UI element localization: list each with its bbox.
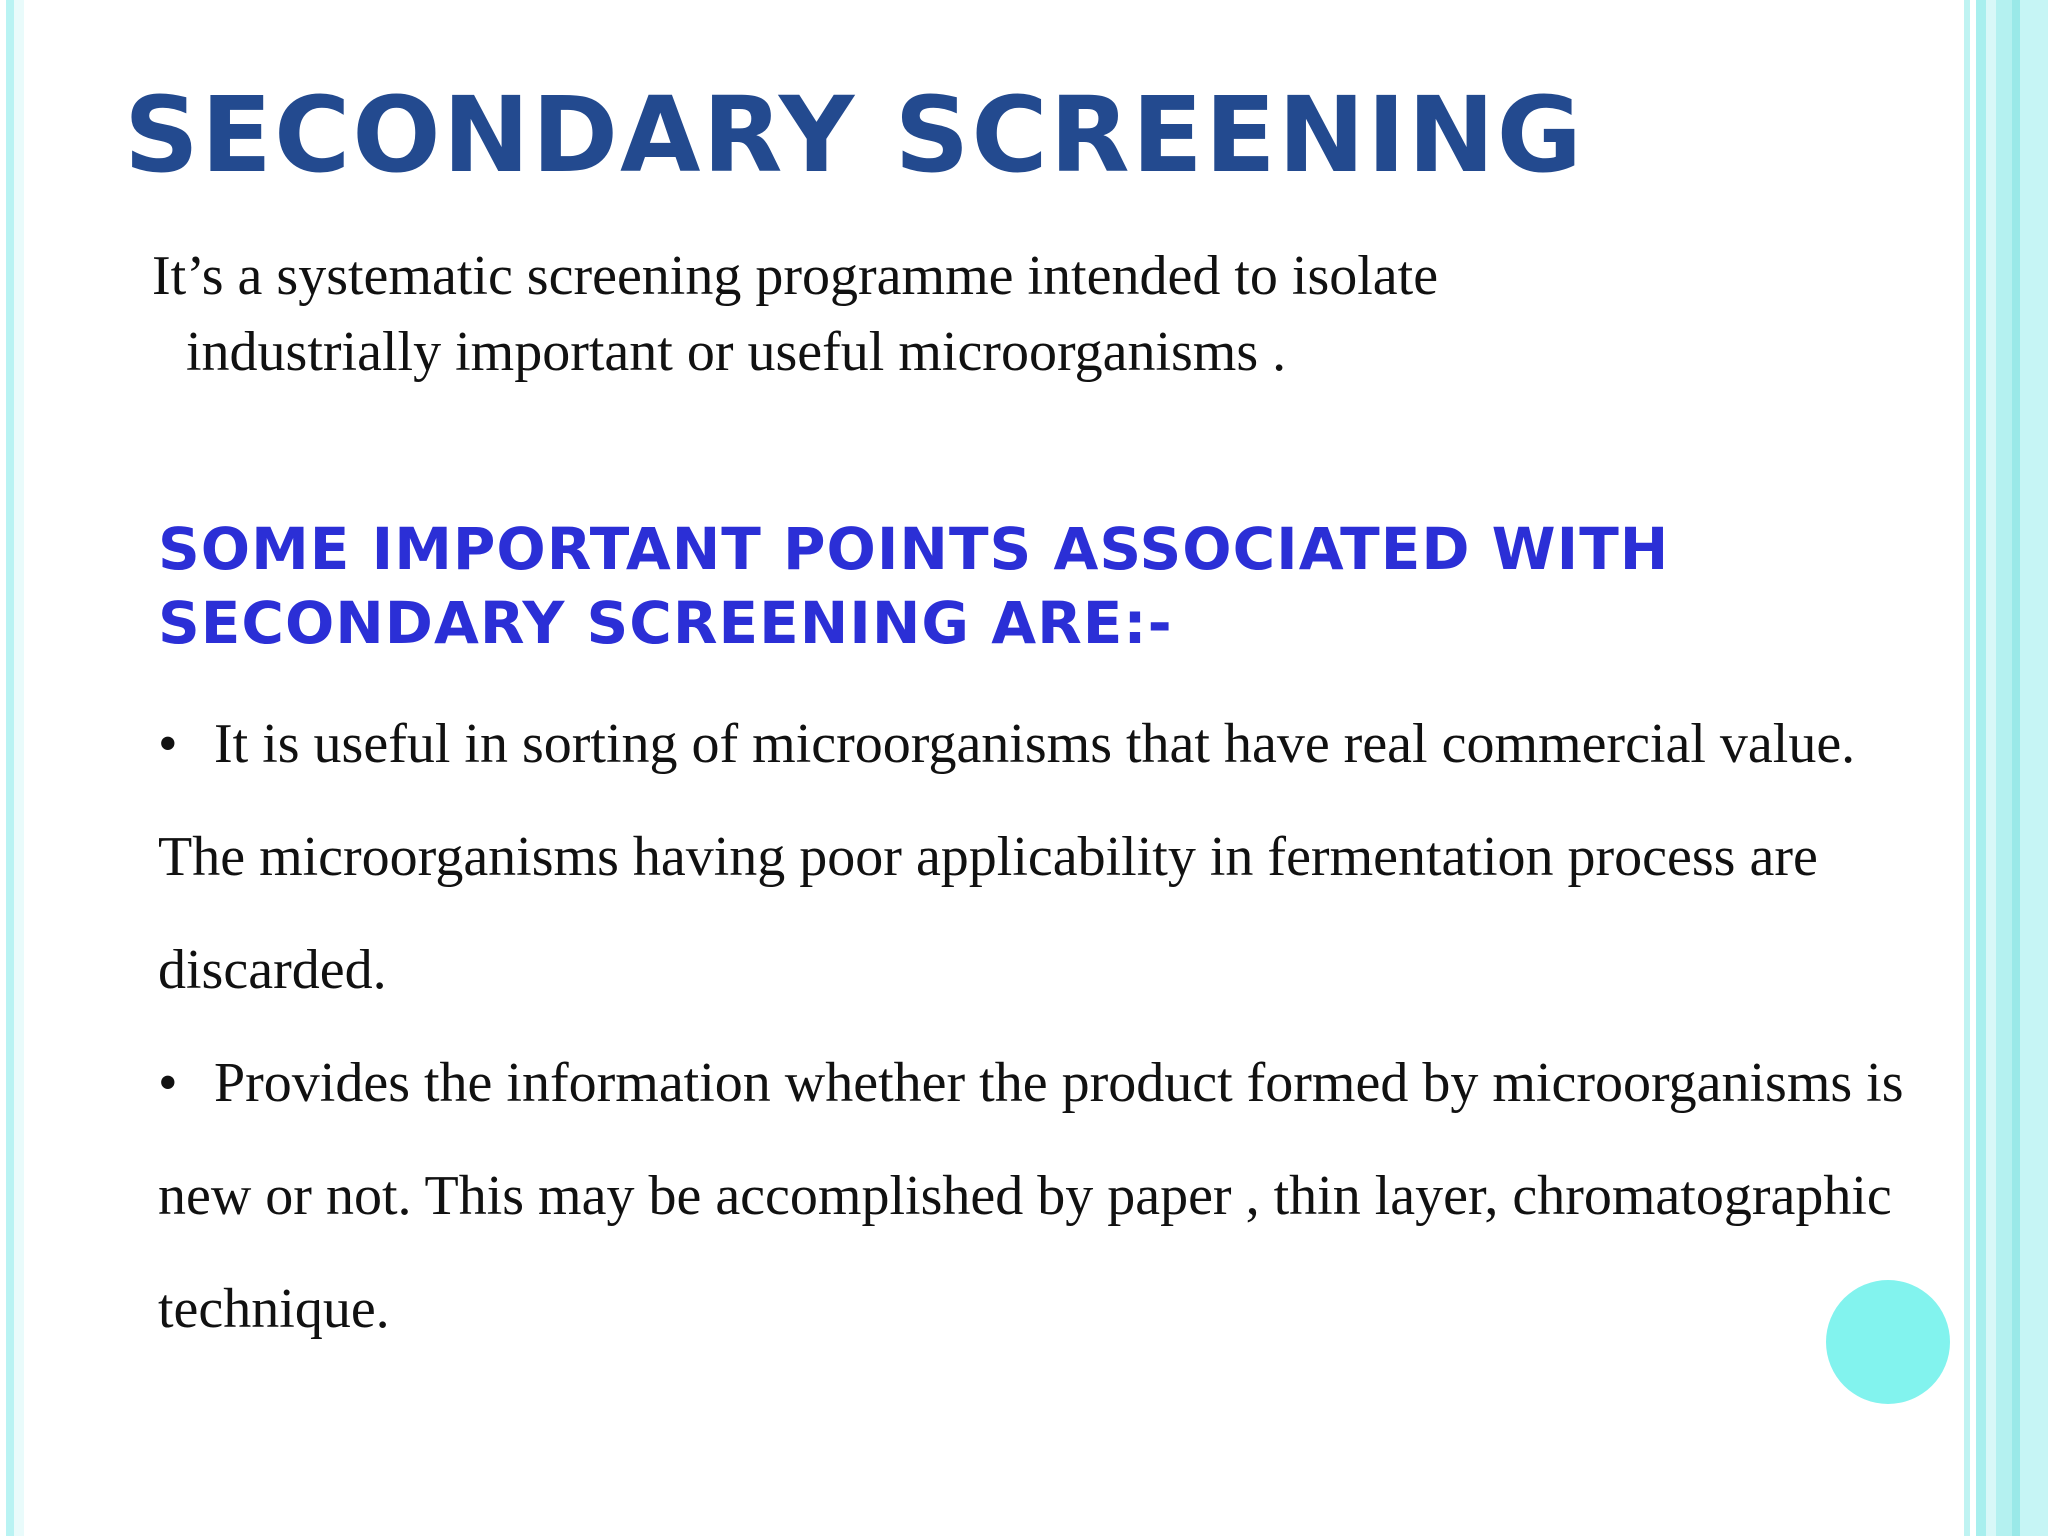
intro-line-2: industrially important or useful microorganisms . — [186, 321, 1287, 383]
bullet-icon: • — [158, 713, 178, 775]
bullet-item-2 — [158, 1027, 1918, 1366]
bullet-icon: • — [158, 1052, 178, 1114]
decorative-circle-icon — [1826, 1280, 1950, 1404]
bullet-list — [158, 688, 1918, 1366]
slide-title: SECONDARY SCREENING — [124, 74, 1584, 196]
bullet-text-1: It is useful in sorting of microorganisms that have real commercial value. The microorganisms having poor applicability in fermentation process are discarded. — [158, 713, 1856, 1001]
bullet-item-1 — [158, 688, 1918, 1027]
right-decorative-border — [1956, 0, 2048, 1536]
intro-line-1: It’s a systematic screening programme intended to isolate — [152, 245, 1439, 307]
section-subheading: SOME IMPORTANT POINTS ASSOCIATED WITH SECONDARY SCREENING ARE:- — [158, 515, 1670, 657]
bullet-text-2: Provides the information whether the product formed by microorganisms is new or not. This may be accomplished by paper , thin layer, chromatographic technique. — [158, 1052, 1904, 1340]
intro-paragraph — [152, 238, 1712, 390]
left-decorative-border — [0, 0, 24, 1536]
